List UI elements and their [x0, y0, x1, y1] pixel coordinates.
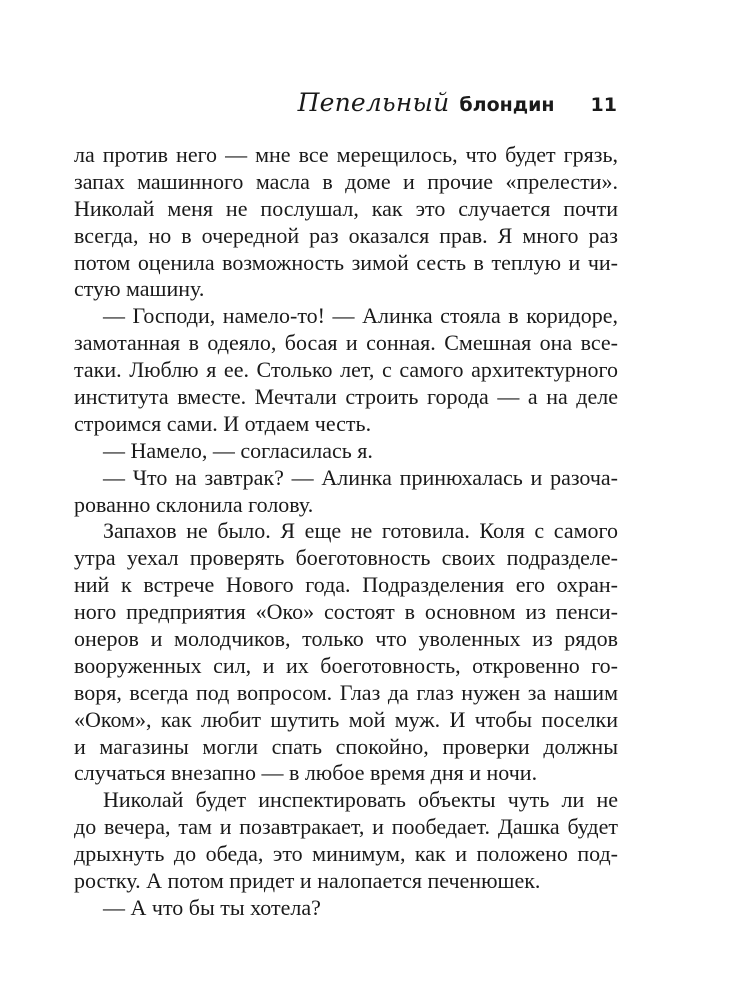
- book-title-bold: блондин: [459, 94, 555, 116]
- text-line: — Что на завтрак? — Алинка принюхалась и разоча-: [103, 464, 618, 490]
- text-line: — Намело, — согласилась я.: [103, 437, 373, 463]
- text-line: случаться внезапно — в любое время дня и ночи.: [74, 760, 538, 786]
- text-line: замотанная в одеяло, босая и сонная. Смешная она все-: [74, 330, 618, 356]
- text-line: дрыхнуть до обеда, это минимум, как и положено под-: [74, 841, 618, 867]
- text-line: потом оценила возможность зимой сесть в теплую и чи-: [74, 249, 618, 275]
- text-line: института вместе. Мечтали строить города — а на деле: [74, 384, 618, 410]
- text-line: ла против него — мне все мерещилось, что будет грязь,: [74, 142, 618, 167]
- text-line: утра уехал проверять боеготовность своих подразделе-: [74, 545, 618, 571]
- text-line: таки. Люблю я ее. Столько лет, с самого архитектурного: [74, 357, 618, 383]
- text-line: «Оком», как любит шутить мой муж. И чтобы поселки: [74, 706, 618, 732]
- text-line: — Господи, намело-то! — Алинка стояла в коридоре,: [103, 303, 618, 329]
- text-line: вооруженных сил, и их боеготовность, откровенно го-: [74, 652, 618, 678]
- text-line: Запахов не было. Я еще не готовила. Коля с самого: [103, 518, 618, 544]
- text-line: Николай меня не послушал, как это случается почти: [74, 195, 618, 221]
- running-header: [298, 88, 617, 117]
- text-line: онеров и молодчиков, только что уволенных из рядов: [74, 626, 618, 652]
- text-line: и магазины могли спать спокойно, проверки должны: [74, 733, 618, 759]
- text-line: воря, всегда под вопросом. Глаз да глаз нужен за нашим: [74, 679, 618, 705]
- page-number: 11: [590, 94, 617, 116]
- text-line: всегда, но в очередной раз оказался прав. Я много раз: [74, 222, 618, 248]
- body-text: [74, 142, 618, 922]
- text-line: стую машину.: [74, 276, 205, 302]
- text-line: ний к встрече Нового года. Подразделения его охран-: [74, 572, 618, 598]
- text-line: ного предприятия «Око» состоят в основном из пенси-: [74, 599, 618, 625]
- text-line: Николай будет инспектировать объекты чуть ли не: [103, 787, 618, 813]
- text-line: запах машинного масла в доме и прочие «прелести».: [74, 168, 618, 194]
- text-line: до вечера, там и позавтракает, и пообедает. Дашка будет: [74, 814, 618, 840]
- book-title-italic: Пепельный: [297, 88, 450, 117]
- text-line: ростку. А потом придет и налопается печенюшек.: [74, 868, 541, 894]
- text-line: — А что бы ты хотела?: [103, 894, 321, 920]
- text-line: строимся сами. И отдаем честь.: [74, 410, 372, 436]
- text-line: рованно склонила голову.: [74, 491, 314, 517]
